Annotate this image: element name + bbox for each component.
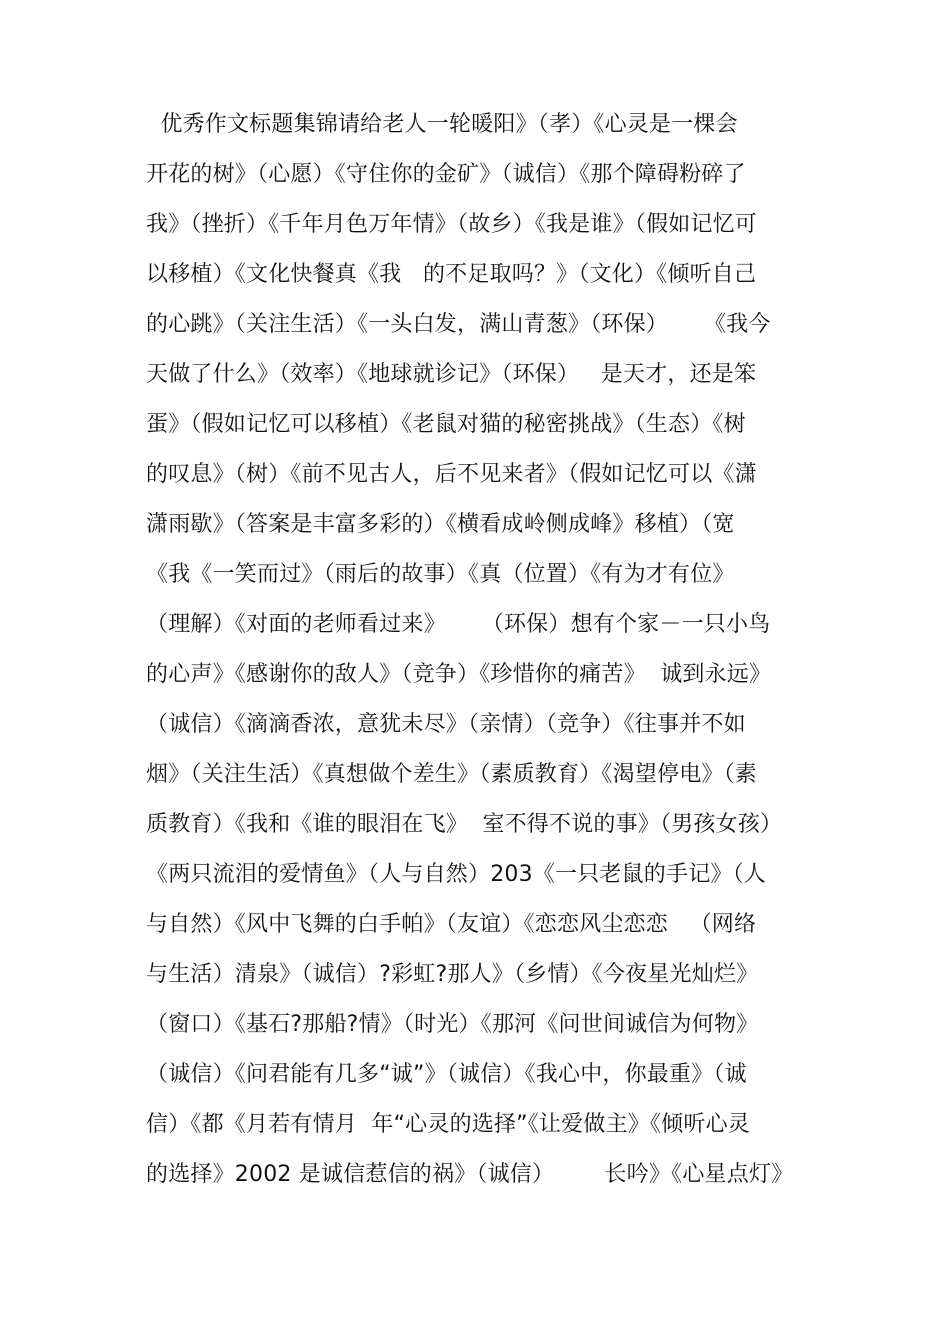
text-line-7: 蛋》（假如记忆可以移植）《老鼠对猫的秘密挑战》（生态）《树 bbox=[146, 412, 746, 437]
text-line-11: （理解）《对面的老师看过来》 （环保）想有个家－一只小鸟 bbox=[146, 612, 771, 637]
text-line-2: 开花的树》（心愿）《守住你的金矿》（诚信）《那个障碍粉碎了 bbox=[146, 162, 746, 187]
text-line-6: 天做了什么》（效率）《地球就诊记》（环保） 是天才，还是笨 bbox=[146, 362, 757, 387]
text-line-10: 《我《一笑而过》（雨后的故事）《真（位置）《有为才有位》 bbox=[146, 562, 735, 587]
text-line-21: 信）《都《月若有情月 年“心灵的选择”《让爱做主》《倾听心灵 bbox=[146, 1112, 750, 1137]
text-line-15: 质教育）《我和《谁的眼泪在飞》 室不得不说的事》（男孩女孩） bbox=[146, 812, 783, 837]
text-line-13: （诚信）《滴滴香浓，意犹未尽》（亲情）（竞争）《往事并不如 bbox=[146, 712, 746, 737]
text-line-5: 的心跳》（关注生活）《一头白发，满山青葱》（环保） 《我今 bbox=[146, 312, 771, 337]
text-line-8: 的叹息》（树）《前不见古人，后不见来者》（假如记忆可以《潇 bbox=[146, 462, 757, 487]
body-text bbox=[146, 100, 826, 1200]
text-line-12: 的心声》《感谢你的敌人》（竞争）《珍惜你的痛苦》 诚到永远》 bbox=[146, 662, 772, 687]
text-line-22: 的选择》2002 是诚信惹信的祸》（诚信） 长吟》《心星点灯》 bbox=[146, 1162, 794, 1187]
text-line-20: （诚信）《问君能有几多“诚”》（诚信）《我心中，你最重》（诚 bbox=[146, 1062, 747, 1087]
text-line-1: 优秀作文标题集锦请给老人一轮暖阳》（孝）《心灵是一棵会 bbox=[146, 112, 738, 137]
text-line-18: 与生活）清泉》（诚信）?彩虹?那人》（乡情）《今夜星光灿烂》 bbox=[146, 962, 759, 987]
text-line-19: （窗口）《基石?那船?情》（时光）《那河《问世间诚信为何物》 bbox=[146, 1012, 759, 1037]
text-line-16: 《两只流泪的爱情鱼》（人与自然）203《一只老鼠的手记》（人 bbox=[146, 862, 766, 887]
text-line-14: 烟》（关注生活）《真想做个差生》（素质教育）《渴望停电》（素 bbox=[146, 762, 758, 787]
text-line-17: 与自然）《风中飞舞的白手帕》（友谊）《恋恋风尘恋恋 （网络 bbox=[146, 912, 757, 937]
text-line-4: 以移植）《文化快餐真《我 的不足取吗？》（文化）《倾听自己 bbox=[146, 262, 757, 287]
text-line-3: 我》（挫折）《千年月色万年情》（故乡）《我是谁》（假如记忆可 bbox=[146, 212, 758, 237]
text-line-9: 潇雨歇》（答案是丰富多彩的）《横看成岭侧成峰》移植）（宽 bbox=[146, 512, 735, 537]
